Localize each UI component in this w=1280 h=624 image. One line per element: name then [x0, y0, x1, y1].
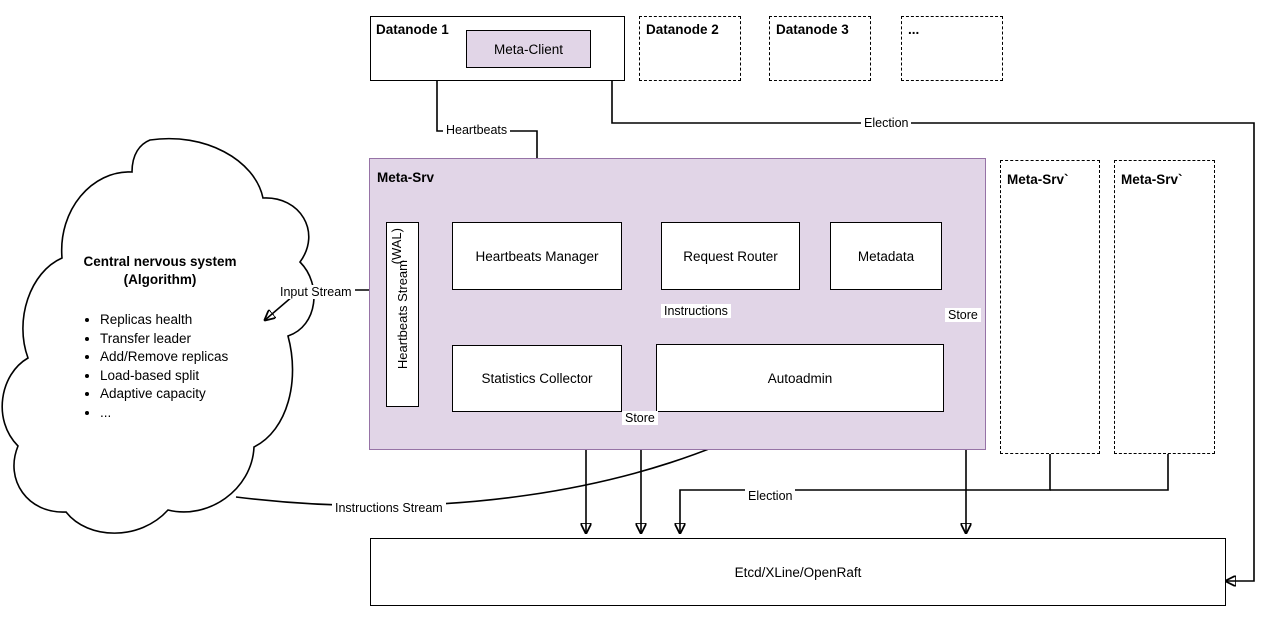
edge-label-store-left: Store	[622, 411, 658, 425]
list-item: • ...	[100, 404, 315, 422]
cloud-title	[60, 253, 260, 289]
edge-label-instructions: Instructions	[661, 304, 731, 318]
list-item: • Replicas health	[100, 311, 315, 329]
metasrv-replica-1-label: Meta-Srv`	[1007, 172, 1069, 187]
list-item: • Transfer leader	[100, 330, 315, 348]
meta-client-label: Meta-Client	[493, 41, 564, 57]
edge-label-heartbeats: Heartbeats	[443, 123, 510, 137]
edge-label-election-top: Election	[861, 116, 911, 130]
datanode-more-label: ...	[908, 22, 920, 37]
store-label: Etcd/XLine/OpenRaft	[734, 564, 862, 580]
edge-label-instructions-stream: Instructions Stream	[332, 501, 446, 515]
edge-label-input-stream: Input Stream	[277, 285, 355, 299]
metasrv-label: Meta-Srv	[377, 170, 435, 185]
datanode-2-label: Datanode 2	[646, 22, 719, 37]
metadata-label: Metadata	[857, 248, 915, 264]
cloud-items-list	[78, 310, 315, 422]
heartbeats-stream-label: Heartbeats Stream	[395, 259, 410, 370]
autoadmin-box[interactable]	[656, 344, 944, 412]
statistics-collector-box[interactable]	[452, 345, 622, 412]
cloud-title-line2: (Algorithm)	[123, 272, 197, 288]
list-item: • Load-based split	[100, 367, 315, 385]
statistics-collector-label: Statistics Collector	[481, 371, 593, 386]
cloud-title-line1: Central nervous system	[83, 254, 237, 269]
wal-label: (WAL)	[389, 228, 404, 265]
metadata-box[interactable]	[830, 222, 942, 290]
metasrv-replica-2-label: Meta-Srv`	[1121, 172, 1183, 187]
request-router-label: Request Router	[683, 248, 778, 264]
autoadmin-label: Autoadmin	[767, 370, 833, 386]
datanode-1-label: Datanode 1	[376, 22, 449, 37]
edge-label-election-bottom: Election	[745, 489, 795, 503]
metasrv-replica-2-box[interactable]	[1114, 160, 1215, 454]
heartbeats-manager-box[interactable]	[452, 222, 622, 290]
metasrv-replica-1-box[interactable]	[1000, 160, 1100, 454]
heartbeats-manager-label: Heartbeats Manager	[475, 248, 599, 264]
store-box[interactable]	[370, 538, 1226, 606]
list-item: • Adaptive capacity	[100, 385, 315, 403]
datanode-3-label: Datanode 3	[776, 22, 849, 37]
edge-label-store-right: Store	[945, 308, 981, 322]
meta-client-box[interactable]	[466, 30, 591, 68]
request-router-box[interactable]	[661, 222, 800, 290]
list-item: • Add/Remove replicas	[100, 348, 315, 366]
